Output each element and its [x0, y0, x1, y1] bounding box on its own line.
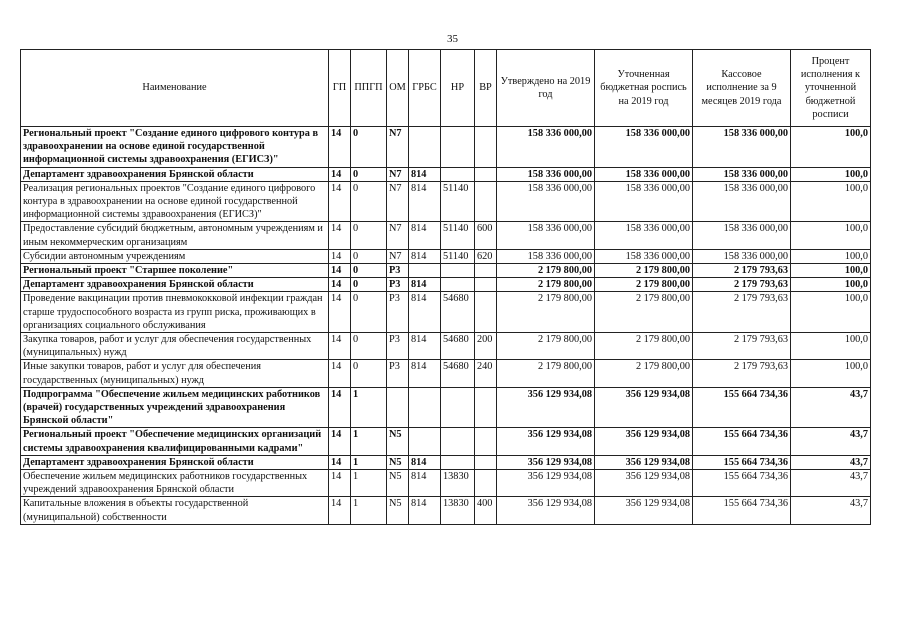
cell-vr	[475, 292, 497, 333]
table-row	[21, 167, 871, 181]
cell-percent: 43,7	[791, 428, 871, 455]
cell-percent: 100,0	[791, 333, 871, 360]
cell-om	[387, 387, 409, 428]
cell-approved: 2 179 800,00	[497, 360, 595, 387]
cell-gp: 14	[329, 387, 351, 428]
cell-approved: 158 336 000,00	[497, 249, 595, 263]
cell-name: Субсидии автономным учреждениям	[21, 249, 329, 263]
cell-np: 13830	[441, 497, 475, 524]
cell-percent: 43,7	[791, 455, 871, 469]
table-row	[21, 181, 871, 222]
cell-grbs: 814	[409, 360, 441, 387]
cell-cash: 2 179 793,63	[693, 333, 791, 360]
cell-approved: 158 336 000,00	[497, 127, 595, 168]
cell-vr	[475, 181, 497, 222]
cell-percent: 100,0	[791, 292, 871, 333]
cell-vr	[475, 264, 497, 278]
cell-cash: 158 336 000,00	[693, 167, 791, 181]
cell-approved: 158 336 000,00	[497, 167, 595, 181]
cell-ppgp: 0	[351, 249, 387, 263]
cell-gp: 14	[329, 167, 351, 181]
header-gp: ГП	[329, 50, 351, 127]
cell-refined: 356 129 934,08	[595, 428, 693, 455]
cell-grbs: 814	[409, 455, 441, 469]
cell-percent: 43,7	[791, 497, 871, 524]
cell-vr: 400	[475, 497, 497, 524]
cell-percent: 100,0	[791, 264, 871, 278]
cell-vr: 240	[475, 360, 497, 387]
cell-gp: 14	[329, 428, 351, 455]
cell-vr	[475, 127, 497, 168]
cell-percent: 43,7	[791, 470, 871, 497]
cell-ppgp: 1	[351, 497, 387, 524]
table-row	[21, 333, 871, 360]
cell-name: Подпрограмма "Обеспечение жильем медицинских работников (врачей) государственных учреждений здравоохранения Брянской области"	[21, 387, 329, 428]
cell-name: Департамент здравоохранения Брянской области	[21, 167, 329, 181]
header-cash: Кассовое исполнение за 9 месяцев 2019 года	[693, 50, 791, 127]
cell-grbs: 814	[409, 167, 441, 181]
cell-refined: 356 129 934,08	[595, 455, 693, 469]
cell-om: N5	[387, 497, 409, 524]
cell-vr	[475, 387, 497, 428]
cell-name: Обеспечение жильем медицинских работников государственных учреждений здравоохранения Брянской области	[21, 470, 329, 497]
cell-approved: 158 336 000,00	[497, 222, 595, 249]
header-ppgp: ППГП	[351, 50, 387, 127]
cell-name: Закупка товаров, работ и услуг для обеспечения государственных (муниципальных) нужд	[21, 333, 329, 360]
cell-ppgp: 0	[351, 278, 387, 292]
cell-vr	[475, 167, 497, 181]
cell-approved: 356 129 934,08	[497, 470, 595, 497]
cell-om: P3	[387, 278, 409, 292]
table-row	[21, 470, 871, 497]
cell-grbs: 814	[409, 497, 441, 524]
cell-refined: 158 336 000,00	[595, 127, 693, 168]
cell-cash: 2 179 793,63	[693, 278, 791, 292]
cell-percent: 100,0	[791, 181, 871, 222]
cell-approved: 2 179 800,00	[497, 278, 595, 292]
cell-grbs: 814	[409, 222, 441, 249]
cell-ppgp: 1	[351, 387, 387, 428]
cell-refined: 356 129 934,08	[595, 387, 693, 428]
cell-name: Проведение вакцинации против пневмококковой инфекции граждан старше трудоспособного возраста из групп риска, проживающих в организациях социального обслуживания	[21, 292, 329, 333]
cell-np: 13830	[441, 470, 475, 497]
cell-gp: 14	[329, 127, 351, 168]
cell-grbs: 814	[409, 249, 441, 263]
cell-om: P3	[387, 360, 409, 387]
cell-om: N7	[387, 181, 409, 222]
cell-np: 51140	[441, 181, 475, 222]
cell-om: N5	[387, 455, 409, 469]
cell-grbs: 814	[409, 278, 441, 292]
header-approved: Утверждено на 2019 год	[497, 50, 595, 127]
table-body	[21, 127, 871, 525]
cell-np	[441, 428, 475, 455]
cell-approved: 356 129 934,08	[497, 455, 595, 469]
cell-refined: 356 129 934,08	[595, 470, 693, 497]
header-om: ОМ	[387, 50, 409, 127]
cell-np: 51140	[441, 249, 475, 263]
cell-grbs: 814	[409, 470, 441, 497]
cell-om: N7	[387, 127, 409, 168]
cell-approved: 2 179 800,00	[497, 333, 595, 360]
cell-grbs: 814	[409, 292, 441, 333]
table-row	[21, 222, 871, 249]
table-row	[21, 428, 871, 455]
cell-grbs: 814	[409, 333, 441, 360]
header-np: НР	[441, 50, 475, 127]
cell-gp: 14	[329, 333, 351, 360]
cell-cash: 155 664 734,36	[693, 470, 791, 497]
cell-approved: 158 336 000,00	[497, 181, 595, 222]
cell-ppgp: 0	[351, 360, 387, 387]
cell-ppgp: 0	[351, 264, 387, 278]
cell-name: Департамент здравоохранения Брянской области	[21, 455, 329, 469]
cell-np	[441, 278, 475, 292]
cell-cash: 2 179 793,63	[693, 360, 791, 387]
cell-np	[441, 264, 475, 278]
table-row	[21, 360, 871, 387]
cell-percent: 43,7	[791, 387, 871, 428]
table-header-row	[21, 50, 871, 127]
cell-refined: 2 179 800,00	[595, 360, 693, 387]
cell-percent: 100,0	[791, 249, 871, 263]
cell-vr	[475, 470, 497, 497]
cell-grbs	[409, 127, 441, 168]
cell-om: N5	[387, 428, 409, 455]
cell-percent: 100,0	[791, 127, 871, 168]
table-row	[21, 497, 871, 524]
cell-cash: 155 664 734,36	[693, 428, 791, 455]
header-refined: Уточненная бюджетная роспись на 2019 год	[595, 50, 693, 127]
cell-ppgp: 0	[351, 181, 387, 222]
cell-grbs	[409, 264, 441, 278]
cell-percent: 100,0	[791, 167, 871, 181]
table-row	[21, 455, 871, 469]
cell-approved: 356 129 934,08	[497, 497, 595, 524]
cell-refined: 158 336 000,00	[595, 222, 693, 249]
cell-grbs: 814	[409, 181, 441, 222]
cell-name: Иные закупки товаров, работ и услуг для обеспечения государственных (муниципальных) нужд	[21, 360, 329, 387]
cell-om: P3	[387, 264, 409, 278]
table-row	[21, 278, 871, 292]
cell-name: Региональный проект "Старшее поколение"	[21, 264, 329, 278]
table-row	[21, 264, 871, 278]
cell-name: Реализация региональных проектов "Создание единого цифрового контура в здравоохранении на основе единой государственной информационной системы здравоохранения (ЕГИСЗ)"	[21, 181, 329, 222]
cell-refined: 2 179 800,00	[595, 278, 693, 292]
cell-om: N7	[387, 222, 409, 249]
cell-om: N7	[387, 249, 409, 263]
cell-grbs	[409, 428, 441, 455]
cell-ppgp: 0	[351, 167, 387, 181]
table-row	[21, 387, 871, 428]
cell-gp: 14	[329, 264, 351, 278]
cell-gp: 14	[329, 497, 351, 524]
cell-approved: 356 129 934,08	[497, 428, 595, 455]
cell-ppgp: 1	[351, 455, 387, 469]
cell-refined: 356 129 934,08	[595, 497, 693, 524]
budget-execution-table	[20, 49, 871, 525]
cell-cash: 158 336 000,00	[693, 249, 791, 263]
cell-ppgp: 0	[351, 127, 387, 168]
cell-refined: 2 179 800,00	[595, 292, 693, 333]
table-row	[21, 292, 871, 333]
cell-refined: 158 336 000,00	[595, 249, 693, 263]
cell-vr	[475, 455, 497, 469]
cell-approved: 2 179 800,00	[497, 264, 595, 278]
cell-name: Департамент здравоохранения Брянской области	[21, 278, 329, 292]
cell-ppgp: 1	[351, 428, 387, 455]
cell-np: 54680	[441, 360, 475, 387]
cell-np: 51140	[441, 222, 475, 249]
header-name: Наименование	[21, 50, 329, 127]
cell-cash: 2 179 793,63	[693, 292, 791, 333]
cell-om: N7	[387, 167, 409, 181]
cell-vr: 600	[475, 222, 497, 249]
cell-name: Предоставление субсидий бюджетным, автономным учреждениям и иным некоммерческим организациям	[21, 222, 329, 249]
cell-om: P3	[387, 333, 409, 360]
page-number: 35	[447, 33, 458, 45]
cell-refined: 158 336 000,00	[595, 181, 693, 222]
cell-name: Региональный проект "Обеспечение медицинских организаций системы здравоохранения квалифицированными кадрами"	[21, 428, 329, 455]
cell-gp: 14	[329, 455, 351, 469]
cell-np	[441, 455, 475, 469]
cell-gp: 14	[329, 222, 351, 249]
cell-percent: 100,0	[791, 360, 871, 387]
cell-vr: 200	[475, 333, 497, 360]
table-row	[21, 249, 871, 263]
header-grbs: ГРБС	[409, 50, 441, 127]
cell-ppgp: 1	[351, 470, 387, 497]
cell-cash: 155 664 734,36	[693, 387, 791, 428]
cell-cash: 158 336 000,00	[693, 127, 791, 168]
cell-grbs	[409, 387, 441, 428]
cell-approved: 2 179 800,00	[497, 292, 595, 333]
cell-gp: 14	[329, 360, 351, 387]
table-row	[21, 127, 871, 168]
cell-cash: 155 664 734,36	[693, 497, 791, 524]
cell-name: Региональный проект "Создание единого цифрового контура в здравоохранении на основе единой государственной информационной системы здравоохранения (ЕГИСЗ)"	[21, 127, 329, 168]
cell-refined: 2 179 800,00	[595, 333, 693, 360]
cell-ppgp: 0	[351, 222, 387, 249]
cell-om: P3	[387, 292, 409, 333]
cell-np	[441, 127, 475, 168]
header-vr: ВР	[475, 50, 497, 127]
cell-cash: 155 664 734,36	[693, 455, 791, 469]
cell-cash: 158 336 000,00	[693, 222, 791, 249]
cell-np	[441, 167, 475, 181]
cell-gp: 14	[329, 278, 351, 292]
cell-ppgp: 0	[351, 333, 387, 360]
header-percent: Процент исполнения к уточненной бюджетной росписи	[791, 50, 871, 127]
cell-refined: 2 179 800,00	[595, 264, 693, 278]
cell-refined: 158 336 000,00	[595, 167, 693, 181]
cell-gp: 14	[329, 470, 351, 497]
cell-vr	[475, 428, 497, 455]
cell-name: Капитальные вложения в объекты государственной (муниципальной) собственности	[21, 497, 329, 524]
cell-gp: 14	[329, 181, 351, 222]
cell-approved: 356 129 934,08	[497, 387, 595, 428]
cell-gp: 14	[329, 292, 351, 333]
cell-vr: 620	[475, 249, 497, 263]
cell-np: 54680	[441, 333, 475, 360]
cell-cash: 158 336 000,00	[693, 181, 791, 222]
cell-np: 54680	[441, 292, 475, 333]
cell-gp: 14	[329, 249, 351, 263]
cell-np	[441, 387, 475, 428]
cell-ppgp: 0	[351, 292, 387, 333]
cell-om: N5	[387, 470, 409, 497]
cell-percent: 100,0	[791, 278, 871, 292]
cell-percent: 100,0	[791, 222, 871, 249]
cell-cash: 2 179 793,63	[693, 264, 791, 278]
cell-vr	[475, 278, 497, 292]
